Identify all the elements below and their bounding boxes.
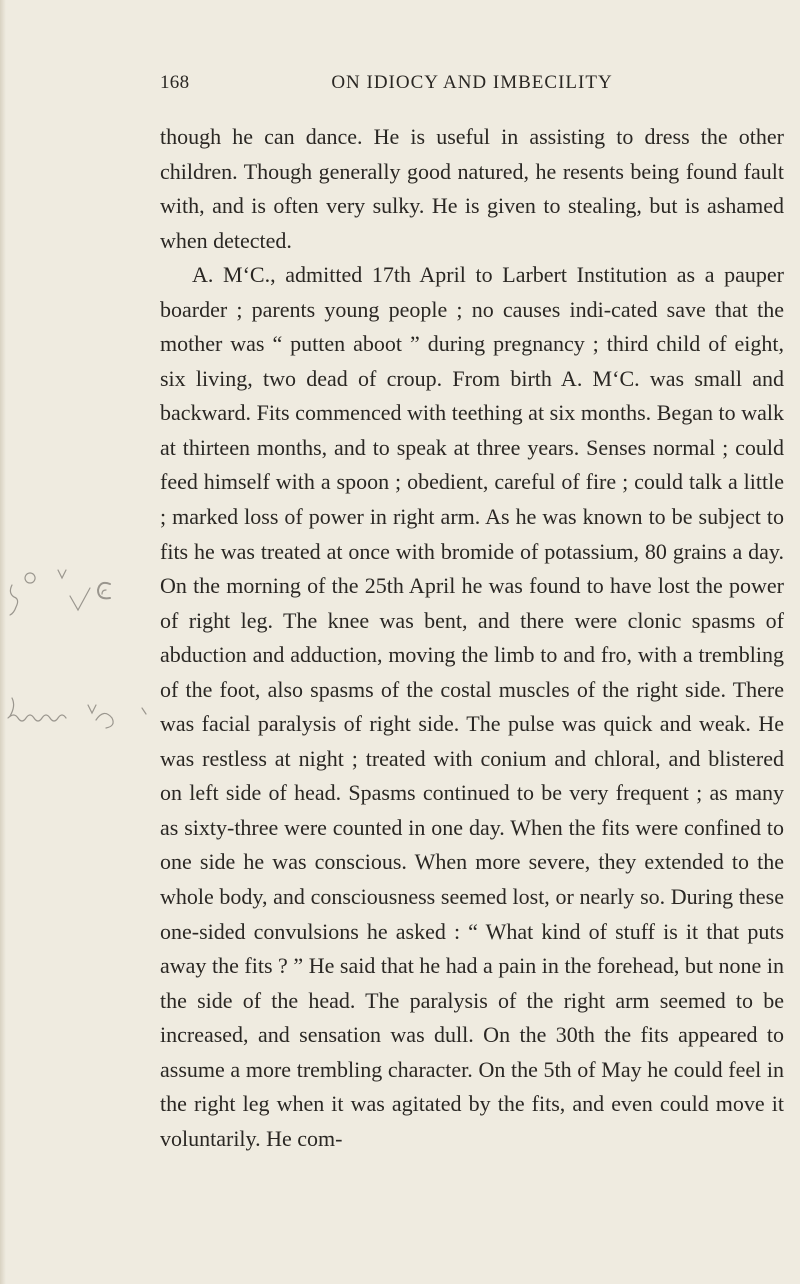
pencil-mark-wave	[8, 715, 66, 721]
margin-pencil-marks	[0, 0, 160, 1284]
pencil-mark-tick2	[142, 708, 146, 714]
pencil-mark-q	[10, 585, 18, 615]
pencil-mark-curl	[96, 713, 113, 728]
pencil-mark-j	[10, 698, 14, 716]
running-head	[160, 72, 784, 102]
pencil-mark-v	[58, 570, 66, 578]
running-title: ON IDIOCY AND IMBECILITY	[331, 72, 613, 93]
pencil-mark-circle	[25, 573, 35, 583]
paragraph-case-amc: A. M‘C., admitted 17th April to Larbert Institution as a pauper boarder ; parents young people ; no causes indi-cated save that the mother was “ putten aboot ” during pregnancy ; third child of eight, six living, two dead of croup. From birth A. M‘C. was small and backward. Fits commenced with teething at six months. Began to walk at thirteen months, and to speak at three years. Senses normal ; could feed himself with a spoon ; obedient, careful of fire ; could talk a little ; marked loss of power in right arm. As he was known to be subject to fits he was treated at once with bromide of potassium, 80 grains a day. On the morning of the 25th April he was found to have lost the power of right leg. The knee was bent, and there were clonic spasms of abduction and adduction, moving the limb to and fro, with a trembling of the foot, also spasms of the costal muscles of the right side. There was facial paralysis of right side. The pulse was quick and weak. He was restless at night ; treated with conium and chloral, and blistered on left side of head. Spasms continued to be very frequent ; as many as sixty-three were counted in one day. When the fits were confined to one side he was conscious. When more severe, they extended to the whole body, and consciousness seemed lost, or nearly so. During these one-sided convulsions he asked : “ What kind of stuff is it that puts away the fits ? ” He said that he had a pain in the forehead, but none in the side of the head. The paralysis of the right arm seemed to be increased, and sensation was dull. On the 30th the fits appeared to assume a more trembling character. On the 5th of May he could feel in the right leg when it was agitated by the fits, and even could move it voluntarily. He com-	[160, 262, 784, 1151]
pencil-mark-c-inner	[102, 590, 106, 594]
pencil-mark-v2	[88, 705, 96, 713]
body-text	[160, 120, 784, 1156]
paragraph-continued: though he can dance. He is useful in assisting to dress the other children. Though generally good natured, he resents being found fault with, and is often very sulky. He is given to stealing, but is ashamed when detected.	[160, 124, 784, 253]
page-number: 168	[160, 72, 190, 93]
pencil-mark-tick	[70, 588, 90, 610]
